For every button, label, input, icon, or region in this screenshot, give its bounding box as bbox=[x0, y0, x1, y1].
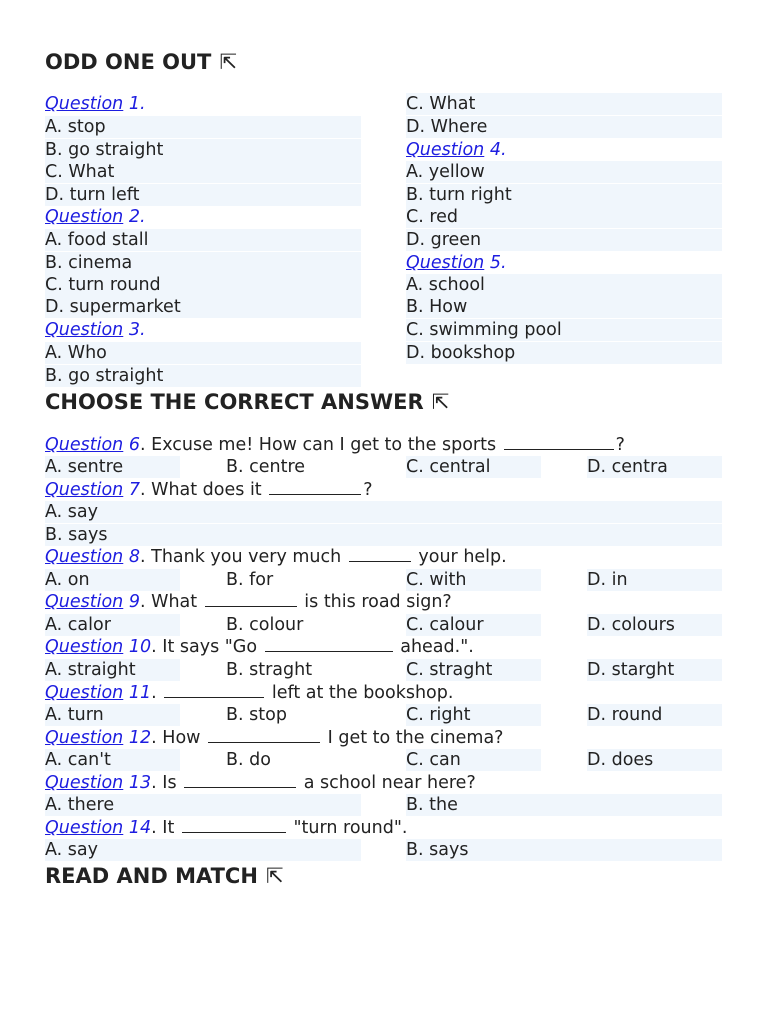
question-6-stem: Question 6. Excuse me! How can I get to the sports ? bbox=[45, 435, 625, 455]
question-1-option-b[interactable]: B. go straight bbox=[45, 139, 361, 161]
question-2-option-c[interactable]: C. turn round bbox=[45, 274, 361, 296]
question-14-stem: Question 14. It "turn round". bbox=[45, 818, 408, 838]
question-10-option-a[interactable]: A. straight bbox=[45, 659, 180, 681]
question-link[interactable]: Question bbox=[45, 435, 124, 455]
question-8-option-b[interactable]: B. for bbox=[226, 570, 274, 590]
question-14-option-b[interactable]: B. says bbox=[406, 839, 722, 861]
section-heading-read-and-match: READ AND MATCH ⇱ bbox=[45, 864, 284, 888]
question-link[interactable]: Question bbox=[45, 320, 124, 340]
question-12-option-b[interactable]: B. do bbox=[226, 750, 271, 770]
question-6-option-b[interactable]: B. centre bbox=[226, 457, 306, 477]
question-3-option-b[interactable]: B. go straight bbox=[45, 365, 361, 387]
question-8-option-d[interactable]: D. in bbox=[587, 569, 722, 591]
question-link[interactable]: Question bbox=[45, 592, 124, 612]
question-12-option-a[interactable]: A. can't bbox=[45, 749, 180, 771]
question-13-stem: Question 13. Is a school near here? bbox=[45, 773, 476, 793]
question-10-option-b[interactable]: B. straght bbox=[226, 660, 313, 680]
question-link[interactable]: Question bbox=[406, 253, 485, 273]
question-2-heading: Question 2. bbox=[45, 207, 146, 227]
question-4-option-d[interactable]: D. green bbox=[406, 229, 722, 251]
question-3-option-a[interactable]: A. Who bbox=[45, 342, 361, 364]
question-5-option-b[interactable]: B. How bbox=[406, 296, 722, 318]
question-9-options bbox=[45, 614, 725, 636]
question-link[interactable]: Question bbox=[45, 94, 124, 114]
question-11-options bbox=[45, 704, 725, 726]
answer-blank bbox=[504, 434, 614, 450]
question-1-option-c[interactable]: C. What bbox=[45, 161, 361, 183]
question-6-option-c[interactable]: C. central bbox=[406, 456, 541, 478]
collapse-arrow-icon[interactable]: ⇱ bbox=[219, 50, 237, 74]
question-link[interactable]: Question bbox=[406, 140, 485, 160]
question-2-option-d[interactable]: D. supermarket bbox=[45, 296, 361, 318]
question-4-option-b[interactable]: B. turn right bbox=[406, 184, 722, 206]
question-12-option-d[interactable]: D. does bbox=[587, 749, 722, 771]
question-5-option-a[interactable]: A. school bbox=[406, 274, 722, 296]
question-7-option-b[interactable]: B. says bbox=[45, 524, 722, 546]
question-3-option-d[interactable]: D. Where bbox=[406, 116, 722, 138]
question-10-options bbox=[45, 659, 725, 681]
question-9-stem: Question 9. What is this road sign? bbox=[45, 592, 452, 612]
answer-blank bbox=[349, 546, 411, 562]
question-link[interactable]: Question bbox=[45, 637, 124, 657]
question-8-option-a[interactable]: A. on bbox=[45, 569, 180, 591]
question-9-option-a[interactable]: A. calor bbox=[45, 614, 180, 636]
question-14-option-a[interactable]: A. say bbox=[45, 839, 361, 861]
section-heading-odd-one-out: ODD ONE OUT ⇱ bbox=[45, 50, 237, 74]
question-1-option-d[interactable]: D. turn left bbox=[45, 184, 361, 206]
collapse-arrow-icon[interactable]: ⇱ bbox=[431, 390, 450, 414]
question-11-option-c[interactable]: C. right bbox=[406, 704, 541, 726]
answer-blank bbox=[208, 727, 320, 743]
question-6-option-a[interactable]: A. sentre bbox=[45, 456, 180, 478]
question-4-heading: Question 4. bbox=[406, 140, 507, 160]
question-6-option-d[interactable]: D. centra bbox=[587, 456, 722, 478]
question-link[interactable]: Question bbox=[45, 728, 124, 748]
question-13-option-b[interactable]: B. the bbox=[406, 794, 722, 816]
question-link[interactable]: Question bbox=[45, 773, 124, 793]
answer-blank bbox=[265, 636, 393, 652]
question-1-heading: Question 1. bbox=[45, 94, 146, 114]
question-8-option-c[interactable]: C. with bbox=[406, 569, 541, 591]
question-6-options bbox=[45, 456, 725, 478]
answer-blank bbox=[184, 772, 296, 788]
question-10-option-c[interactable]: C. straght bbox=[406, 659, 541, 681]
question-11-stem: Question 11. left at the bookshop. bbox=[45, 683, 454, 703]
collapse-arrow-icon[interactable]: ⇱ bbox=[265, 864, 284, 888]
question-13-option-a[interactable]: A. there bbox=[45, 794, 361, 816]
question-11-option-a[interactable]: A. turn bbox=[45, 704, 180, 726]
question-5-option-c[interactable]: C. swimming pool bbox=[406, 319, 722, 341]
question-11-option-d[interactable]: D. round bbox=[587, 704, 722, 726]
answer-blank bbox=[269, 479, 361, 495]
question-2-option-b[interactable]: B. cinema bbox=[45, 252, 361, 274]
question-10-option-d[interactable]: D. starght bbox=[587, 659, 722, 681]
question-9-option-d[interactable]: D. colours bbox=[587, 614, 722, 636]
question-7-option-a[interactable]: A. say bbox=[45, 501, 722, 523]
question-9-option-c[interactable]: C. calour bbox=[406, 614, 541, 636]
question-link[interactable]: Question bbox=[45, 207, 124, 227]
question-11-option-b[interactable]: B. stop bbox=[226, 705, 287, 725]
question-1-option-a[interactable]: A. stop bbox=[45, 116, 361, 138]
question-link[interactable]: Question bbox=[45, 480, 124, 500]
question-12-option-c[interactable]: C. can bbox=[406, 749, 541, 771]
question-9-option-b[interactable]: B. colour bbox=[226, 615, 304, 635]
question-5-option-d[interactable]: D. bookshop bbox=[406, 342, 722, 364]
question-4-option-a[interactable]: A. yellow bbox=[406, 161, 722, 183]
section-heading-choose-correct-answer: CHOOSE THE CORRECT ANSWER ⇱ bbox=[45, 390, 450, 414]
question-3-heading: Question 3. bbox=[45, 320, 146, 340]
question-5-heading: Question 5. bbox=[406, 253, 507, 273]
question-4-option-c[interactable]: C. red bbox=[406, 206, 722, 228]
question-8-options bbox=[45, 569, 725, 591]
question-12-options bbox=[45, 749, 725, 771]
question-8-stem: Question 8. Thank you very much your help. bbox=[45, 547, 507, 567]
question-10-stem: Question 10. It says "Go ahead.". bbox=[45, 637, 474, 657]
answer-blank bbox=[182, 817, 286, 833]
question-3-option-c[interactable]: C. What bbox=[406, 93, 722, 115]
question-link[interactable]: Question bbox=[45, 683, 124, 703]
question-2-option-a[interactable]: A. food stall bbox=[45, 229, 361, 251]
question-link[interactable]: Question bbox=[45, 818, 124, 838]
question-7-stem: Question 7. What does it ? bbox=[45, 480, 373, 500]
answer-blank bbox=[205, 591, 297, 607]
question-link[interactable]: Question bbox=[45, 547, 124, 567]
answer-blank bbox=[164, 682, 264, 698]
question-12-stem: Question 12. How I get to the cinema? bbox=[45, 728, 504, 748]
